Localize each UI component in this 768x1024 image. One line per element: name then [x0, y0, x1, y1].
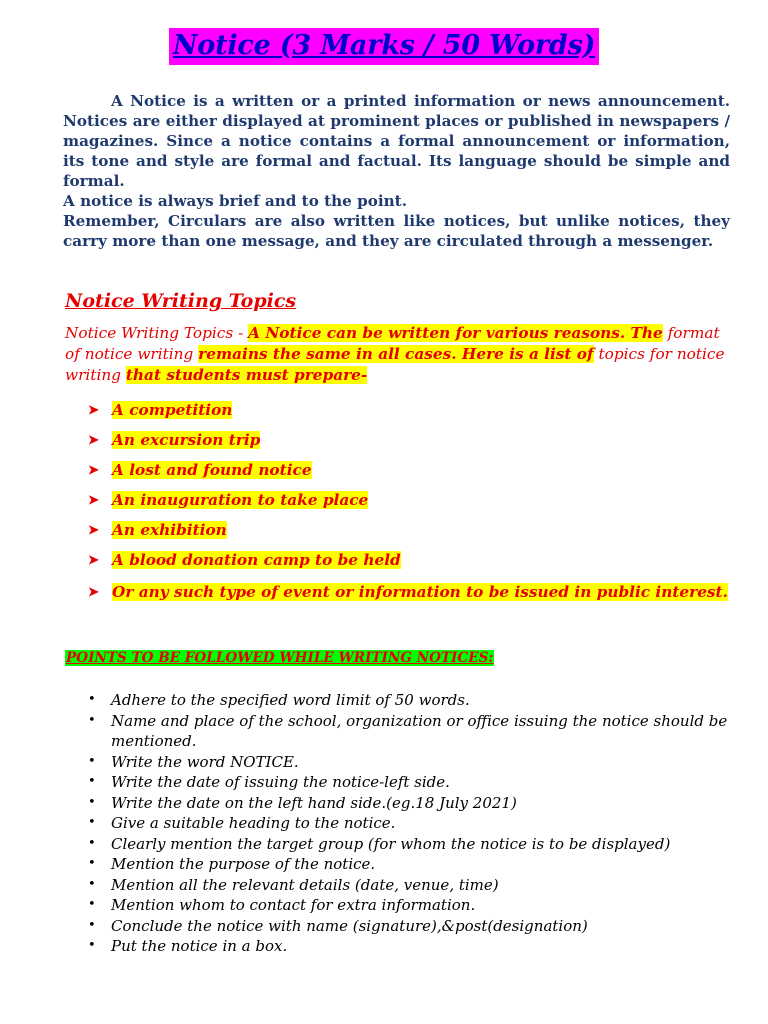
dot-bullet-icon: • [88, 794, 96, 810]
dot-bullet-icon: • [88, 835, 96, 851]
point-text: Mention all the relevant details (date, venue, time) [111, 875, 499, 894]
point-item [88, 854, 728, 875]
point-text: Write the date of issuing the notice-left side. [111, 773, 450, 791]
point-text: Write the word NOTICE. [111, 752, 299, 771]
topic-label: An inauguration to take place [112, 491, 369, 509]
intro-paragraph-2: A notice is always brief and to the point. [63, 192, 407, 210]
dot-bullet-icon: • [88, 856, 96, 871]
point-item [88, 813, 728, 834]
topic-item [88, 518, 728, 548]
point-item [88, 772, 728, 793]
point-text: Put the notice in a box. [111, 937, 288, 955]
arrowhead-icon: ➤ [88, 523, 99, 538]
arrowhead-icon: ➤ [88, 463, 99, 478]
topic-label: An exhibition [112, 521, 227, 539]
title-container [0, 28, 768, 65]
points-list [88, 690, 728, 957]
topic-label: A competition [112, 401, 233, 419]
topic-item [88, 428, 728, 458]
topics-intro-paragraph [65, 323, 735, 386]
topic-item [88, 458, 728, 488]
intro-paragraph-3: Remember, Circulars are also written like notices, but unlike notices, they carry more than one message, and they are circulated through a messenger. [63, 212, 730, 250]
topic-item [88, 578, 728, 607]
point-text: Adhere to the specified word limit of 50 words. [111, 691, 470, 709]
dot-bullet-icon: • [88, 712, 96, 728]
topic-label: Or any such type of event or information to be issued in public interest. [112, 583, 728, 601]
intro-paragraph-1: A Notice is a written or a printed information or news announcement. Notices are either displayed at prominent places or published in newspapers / magazines. Since a notice contains a formal announcement or information, its tone and style are formal and factual. Its language should be simple and formal. [63, 92, 730, 190]
dot-bullet-icon: • [88, 876, 96, 892]
point-text: Mention the purpose of the notice. [111, 855, 376, 873]
arrowhead-icon: ➤ [88, 553, 99, 568]
topic-label: An excursion trip [112, 431, 261, 449]
point-text: Conclude the notice with name (signature),&post(designation) [111, 916, 588, 935]
point-text: Give a suitable heading to the notice. [111, 814, 396, 832]
topic-item [88, 398, 728, 428]
dot-bullet-icon: • [88, 753, 96, 769]
point-item [88, 936, 728, 957]
point-item [88, 895, 728, 916]
intro-section [63, 91, 730, 251]
point-item [88, 690, 728, 711]
page-title: Notice (3 Marks / 50 Words) [169, 28, 599, 65]
arrowhead-icon: ➤ [88, 585, 99, 600]
point-item [88, 711, 728, 752]
arrowhead-icon: ➤ [88, 403, 99, 418]
point-item [88, 793, 728, 814]
topics-list [88, 398, 728, 607]
topics-intro-highlight-1: A Notice can be written for various reasons. The [248, 324, 663, 342]
topics-intro-plain-1: format of notice writing [65, 324, 720, 363]
point-item [88, 834, 728, 855]
topics-intro-highlight-3: that students must prepare- [125, 366, 368, 384]
point-item [88, 752, 728, 773]
topic-item [88, 488, 728, 518]
topic-label: A lost and found notice [112, 461, 312, 479]
dot-bullet-icon: • [88, 897, 96, 912]
points-heading: POINTS TO BE FOLLOWED WHILE WRITING NOTICES: [66, 650, 494, 666]
topics-intro-highlight-2: remains the same in all cases. Here is a list of [198, 345, 594, 363]
point-text: Write the date on the left hand side.(eg.18 July 2021) [111, 793, 517, 812]
point-item [88, 916, 728, 937]
dot-bullet-icon: • [88, 774, 96, 789]
arrowhead-icon: ➤ [88, 433, 99, 448]
point-text: Clearly mention the target group (for whom the notice is to be displayed) [111, 834, 671, 853]
topics-intro-lead: Notice Writing Topics - [65, 324, 249, 342]
dot-bullet-icon: • [88, 815, 96, 830]
dot-bullet-icon: • [88, 692, 96, 707]
arrowhead-icon: ➤ [88, 493, 99, 508]
point-text: Name and place of the school, organization or office issuing the notice should be mentioned. [111, 711, 728, 750]
topic-label: A blood donation camp to be held [112, 551, 401, 569]
topics-heading: Notice Writing Topics [65, 290, 297, 312]
topic-item [88, 548, 728, 578]
point-item [88, 875, 728, 896]
dot-bullet-icon: • [88, 938, 96, 953]
topics-intro-plain-2: topics for notice writing [65, 345, 725, 384]
point-text: Mention whom to contact for extra information. [111, 896, 476, 914]
dot-bullet-icon: • [88, 917, 96, 933]
